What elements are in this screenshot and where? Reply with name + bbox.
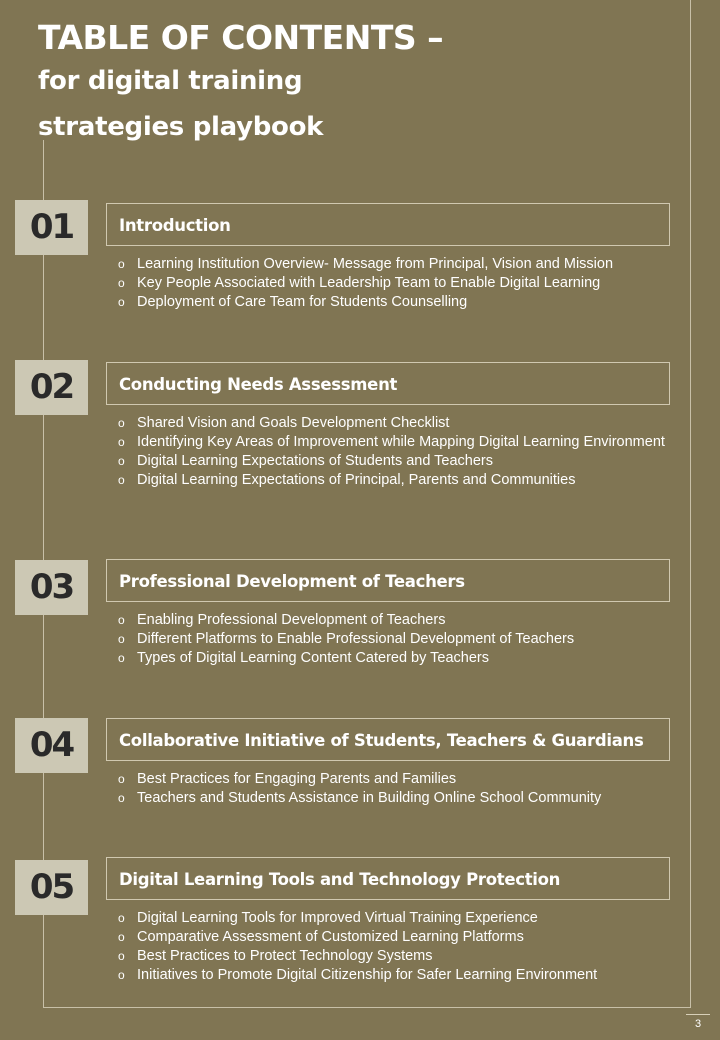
section-items <box>118 611 678 668</box>
section-number: 02 <box>15 360 88 415</box>
title-line-1: TABLE OF CONTENTS – <box>38 18 444 57</box>
section-items <box>118 414 678 490</box>
title-line-3: strategies playbook <box>38 112 324 142</box>
section-items <box>118 770 678 808</box>
bullet-icon: o <box>118 949 125 963</box>
list-item: o Deployment of Care Team for Students Counselling <box>118 294 468 310</box>
bullet-icon: o <box>118 911 125 925</box>
list-item: o Identifying Key Areas of Improvement while Mapping Digital Learning Environment <box>118 434 665 450</box>
bullet-icon: o <box>118 613 125 627</box>
section-heading: Introduction <box>106 203 670 246</box>
bullet-icon: o <box>118 651 125 665</box>
bullet-icon: o <box>118 416 125 430</box>
list-item: o Types of Digital Learning Content Catered by Teachers <box>118 650 489 666</box>
list-item: o Enabling Professional Development of Teachers <box>118 612 446 628</box>
list-item: o Initiatives to Promote Digital Citizenship for Safer Learning Environment <box>118 967 598 983</box>
title-line-2: for digital training <box>38 66 303 96</box>
list-item: o Best Practices for Engaging Parents and Families <box>118 771 457 787</box>
bullet-icon: o <box>118 791 125 805</box>
section-heading: Digital Learning Tools and Technology Protection <box>106 857 670 900</box>
section-number: 05 <box>15 860 88 915</box>
bullet-icon: o <box>118 295 125 309</box>
bullet-icon: o <box>118 454 125 468</box>
list-item: o Digital Learning Expectations of Principal, Parents and Communities <box>118 472 576 488</box>
section-heading: Conducting Needs Assessment <box>106 362 670 405</box>
section-number: 03 <box>15 560 88 615</box>
page-number: 3 <box>686 1014 710 1033</box>
frame-line-right <box>690 0 691 1007</box>
bullet-icon: o <box>118 435 125 449</box>
list-item: o Key People Associated with Leadership Team to Enable Digital Learning <box>118 275 601 291</box>
list-item: o Shared Vision and Goals Development Checklist <box>118 415 450 431</box>
list-item: o Different Platforms to Enable Professional Development of Teachers <box>118 631 575 647</box>
bullet-icon: o <box>118 276 125 290</box>
section-number: 04 <box>15 718 88 773</box>
section-items <box>118 255 678 312</box>
bullet-icon: o <box>118 968 125 982</box>
bullet-icon: o <box>118 473 125 487</box>
section-heading: Collaborative Initiative of Students, Teachers & Guardians <box>106 718 670 761</box>
bullet-icon: o <box>118 772 125 786</box>
bullet-icon: o <box>118 257 125 271</box>
list-item: o Teachers and Students Assistance in Building Online School Community <box>118 790 602 806</box>
bullet-icon: o <box>118 632 125 646</box>
page-title <box>38 18 443 150</box>
bullet-icon: o <box>118 930 125 944</box>
section-heading: Professional Development of Teachers <box>106 559 670 602</box>
section-items <box>118 909 678 985</box>
list-item: o Digital Learning Tools for Improved Virtual Training Experience <box>118 910 538 926</box>
list-item: o Comparative Assessment of Customized Learning Platforms <box>118 929 524 945</box>
list-item: o Best Practices to Protect Technology Systems <box>118 948 433 964</box>
list-item: o Digital Learning Expectations of Students and Teachers <box>118 453 494 469</box>
list-item: o Learning Institution Overview- Message from Principal, Vision and Mission <box>118 256 614 272</box>
frame-line-bottom <box>43 1007 691 1008</box>
section-number: 01 <box>15 200 88 255</box>
